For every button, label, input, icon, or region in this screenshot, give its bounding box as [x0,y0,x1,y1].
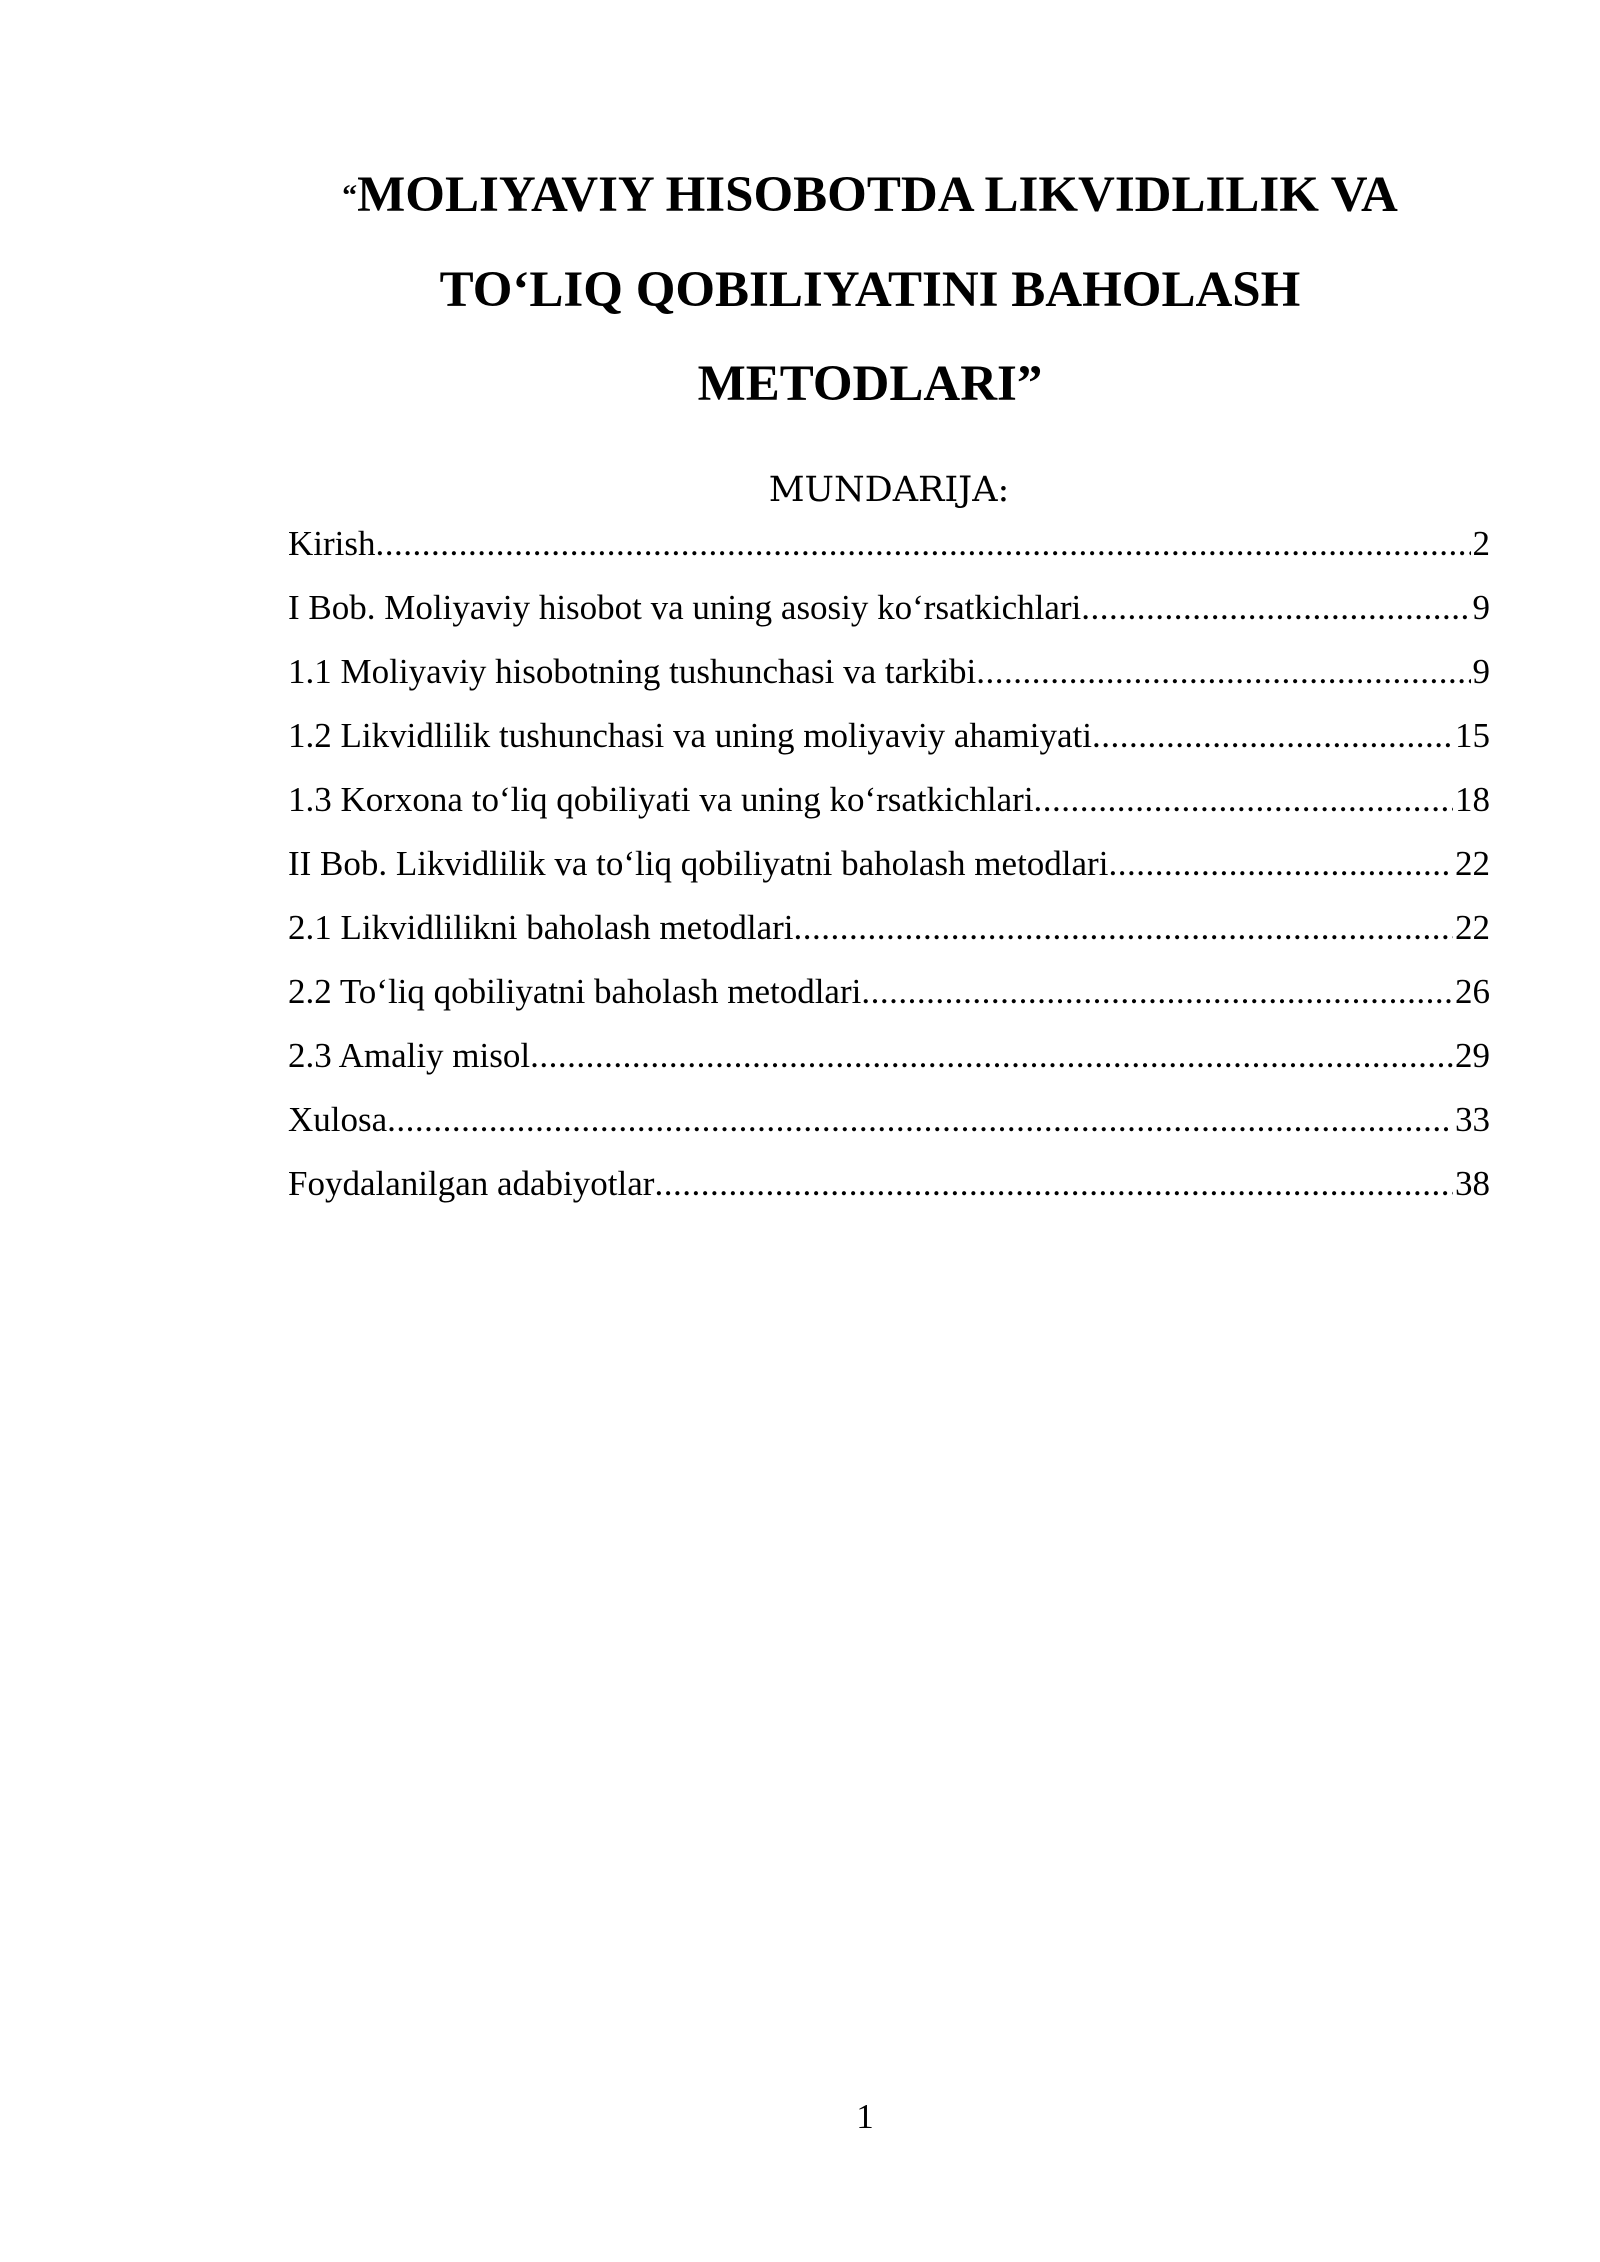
toc-entry-label: I Bob. Moliyaviy hisobot va uning asosiy ko‘rsatkichlari [288,588,1082,627]
toc-dot-leader [1092,708,1453,763]
toc-entry-kirish[interactable] [288,516,1490,580]
toc-entry-label: 1.1 Moliyaviy hisobotning tushunchasi va tarkibi [288,652,977,691]
toc-entry-section-1-2[interactable] [288,708,1490,772]
toc-entry-chapter-1[interactable] [288,580,1490,644]
page-number: 1 [856,2097,874,2136]
toc-entry-label: 1.3 Korxona to‘liq qobiliyati va uning ko‘rsatkichlari [288,780,1034,819]
toc-entry-section-1-3[interactable] [288,772,1490,836]
toc-dot-leader [976,644,1470,699]
toc-entry-label: 2.1 Likvidlilikni baholash metodlari [288,908,794,947]
toc-dot-leader [1081,580,1470,635]
toc-entry-label: 1.2 Likvidlilik tushunchasi va uning moliyaviy ahamiyati [288,716,1092,755]
toc-entry-section-1-1[interactable] [288,644,1490,708]
toc-dot-leader [793,900,1453,955]
toc-entry-section-2-1[interactable] [288,900,1490,964]
title-line-1-text: MOLIYAVIY HISOBOTDA LIKVIDLILIK VA [357,167,1398,223]
title-line-1 [290,148,1450,243]
toc-dot-leader [654,1156,1453,1211]
toc-entry-label: II Bob. Likvidlilik va to‘liq qobiliyatni baholash metodlari [288,844,1109,883]
toc-entry-chapter-2[interactable] [288,836,1490,900]
toc-dot-leader [387,1092,1453,1147]
toc-entry-page-number: 2 [1472,524,1490,563]
toc-dot-leader [861,964,1453,1019]
toc-entry-page-number: 33 [1455,1100,1490,1139]
toc-entry-page-number: 22 [1455,908,1490,947]
toc-entry-references[interactable] [288,1156,1490,1220]
toc-entry-label: Xulosa [288,1100,388,1139]
toc-entry-label: 2.2 To‘liq qobiliyatni baholash metodlari [288,972,862,1011]
title-line-2: TO‘LIQ QOBILIYATINI BAHOLASH [439,262,1301,318]
toc-dot-leader [1034,772,1453,827]
title-line-3: METODLARI” [697,356,1043,412]
toc-heading: MUNDARIJA: [768,470,1010,510]
toc-entry-page-number: 38 [1455,1164,1490,1203]
toc-entry-label: Kirish [288,524,376,563]
toc-entry-section-2-3[interactable] [288,1028,1490,1092]
toc-entry-page-number: 29 [1455,1036,1490,1075]
toc-entry-xulosa[interactable] [288,1092,1490,1156]
toc-dot-leader [530,1028,1453,1083]
toc-entry-page-number: 9 [1472,652,1490,691]
toc-dot-leader [376,516,1471,571]
title-open-quote: “ [342,179,358,212]
table-of-contents [288,516,1490,1220]
toc-entry-label: Foydalanilgan adabiyotlar [288,1164,655,1203]
document-title [290,148,1450,431]
toc-entry-page-number: 15 [1455,716,1490,755]
toc-dot-leader [1108,836,1453,891]
toc-entry-page-number: 26 [1455,972,1490,1011]
toc-entry-section-2-2[interactable] [288,964,1490,1028]
toc-entry-page-number: 18 [1455,780,1490,819]
toc-entry-page-number: 9 [1472,588,1490,627]
toc-entry-page-number: 22 [1455,844,1490,883]
toc-entry-label: 2.3 Amaliy misol [288,1036,531,1075]
